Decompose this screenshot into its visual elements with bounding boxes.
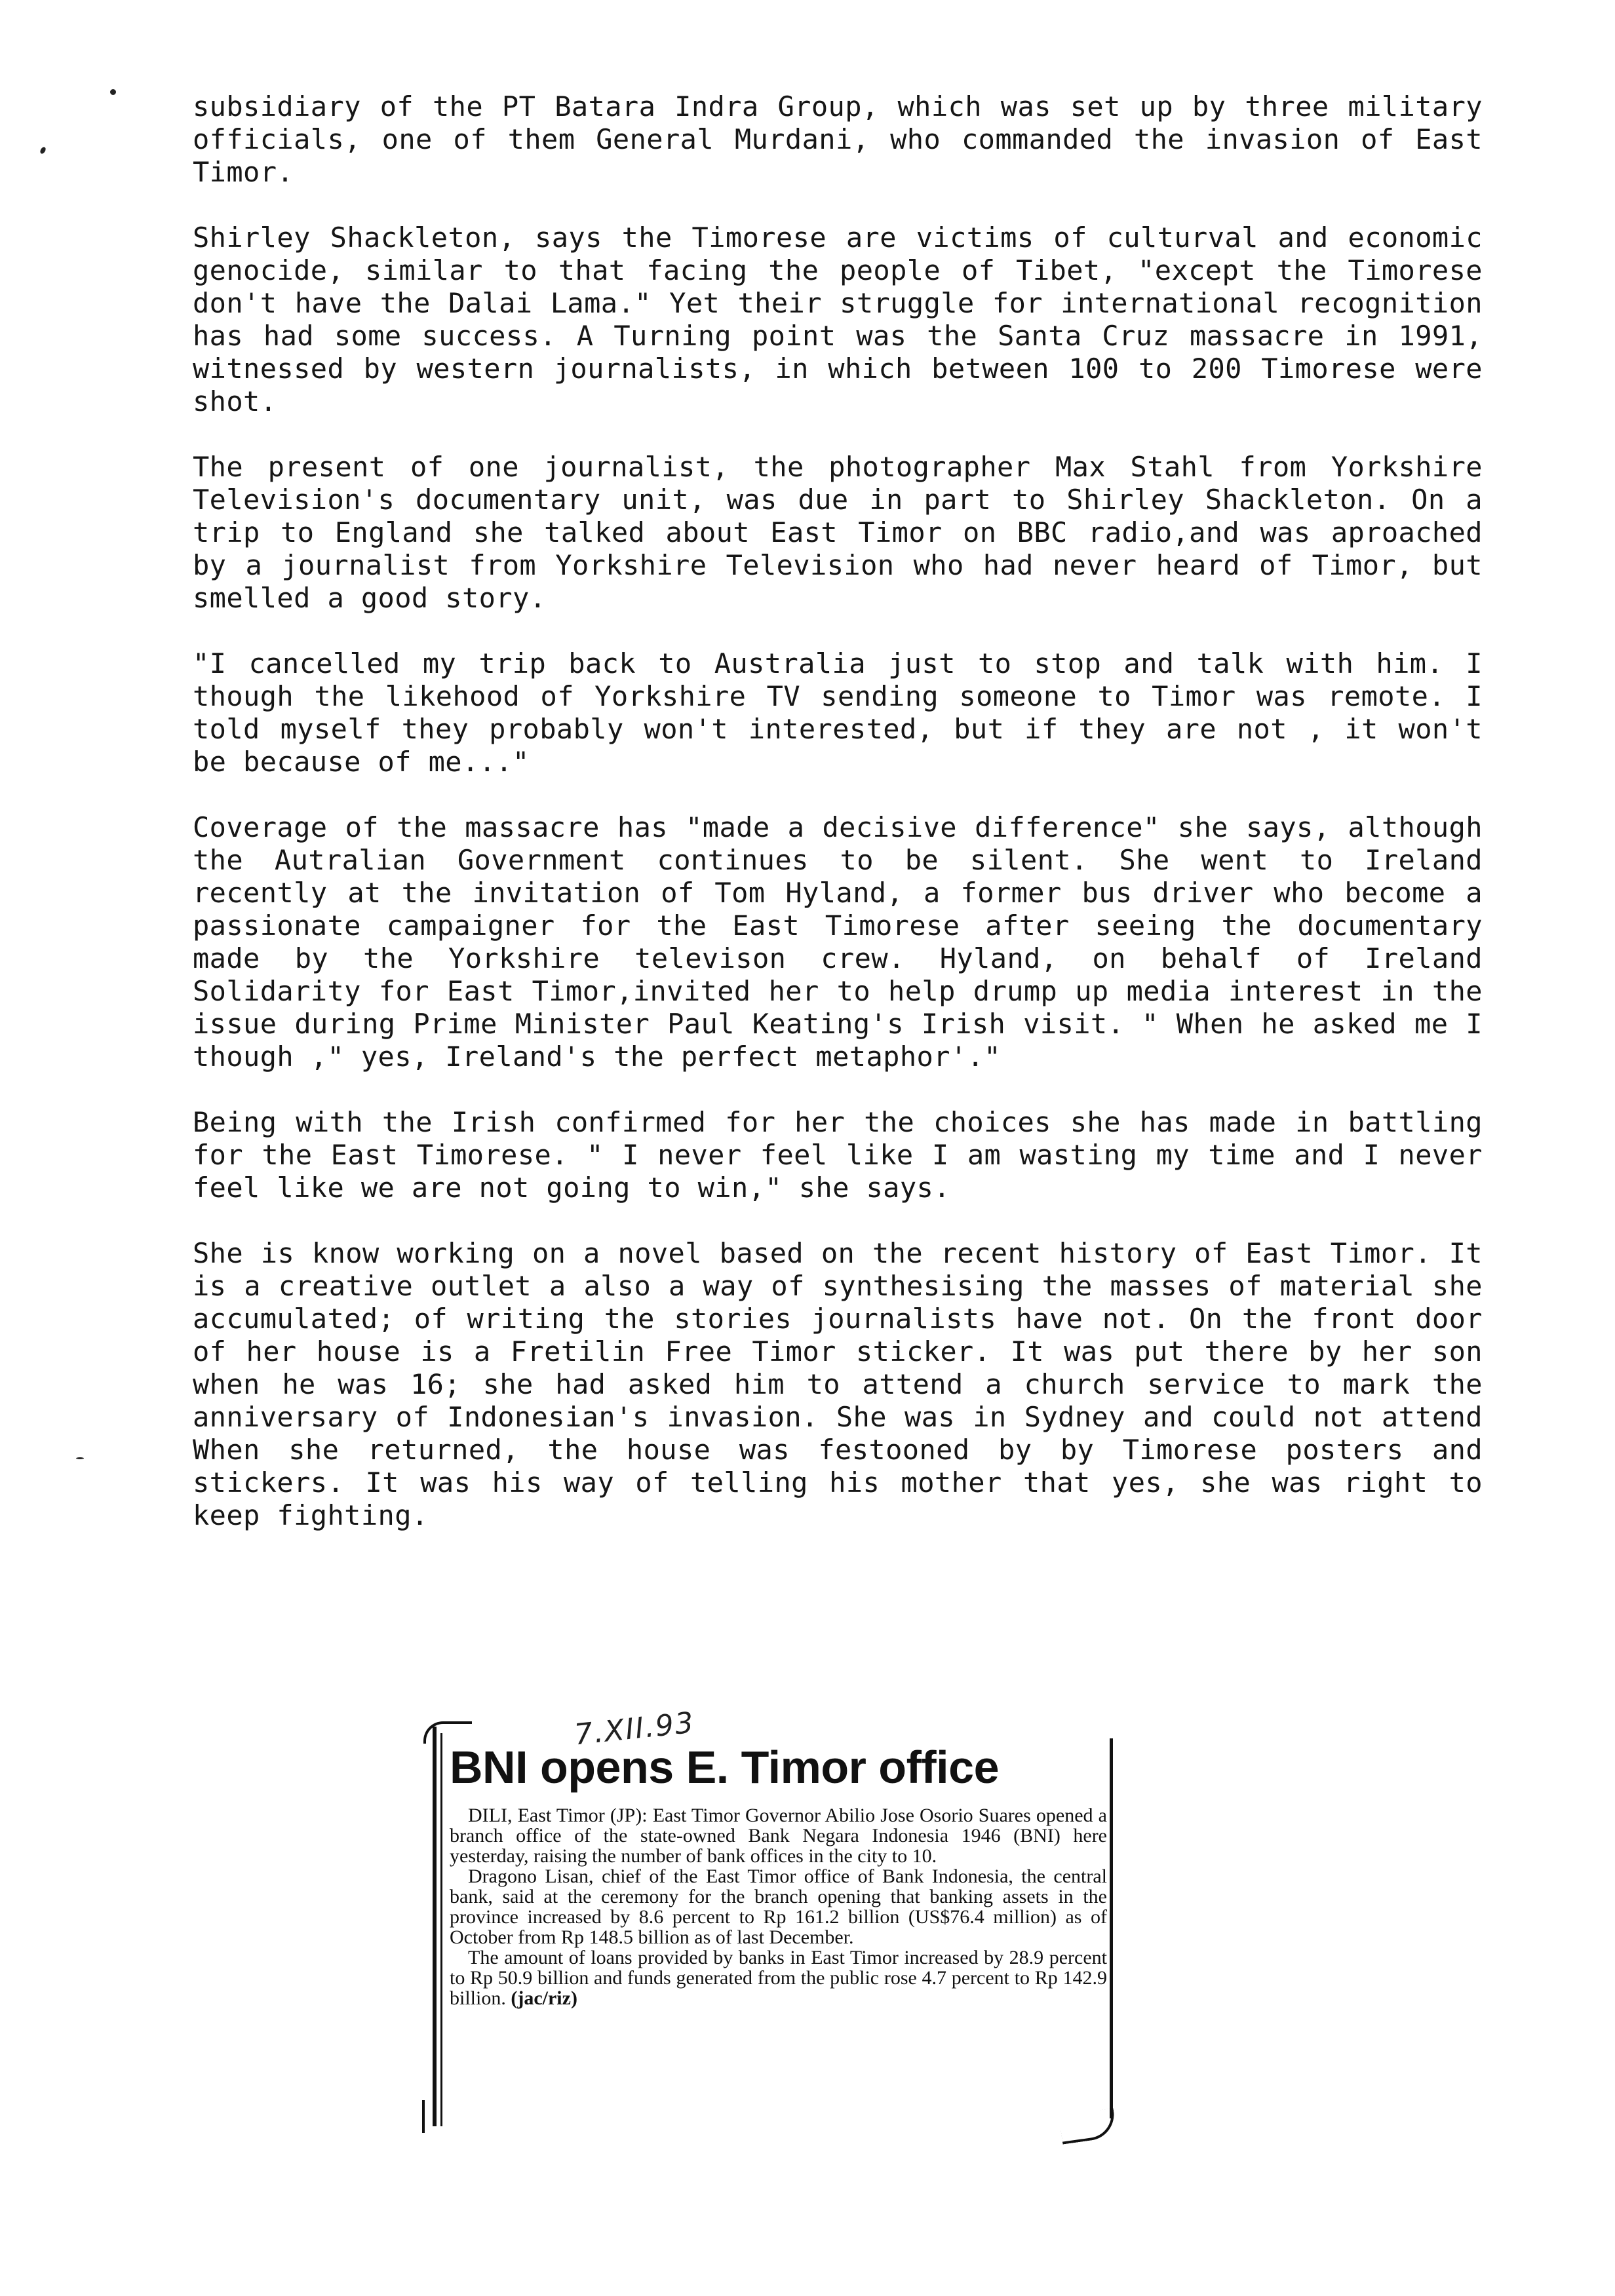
clipping-edge-mark [1059,2108,1117,2144]
scan-speck [110,89,116,95]
clipping-paragraph: DILI, East Timor (JP): East Timor Governor Abilio Jose Osorio Suares opened a branch office of the state-owned Bank Negara Indonesia 1946 (BNI) here yesterday, raising the number of bank offices in the city to 10. [450,1805,1107,1867]
clipping-body [450,1805,1107,2008]
article-paragraph: "I cancelled my trip back to Australia just to stop and talk with him. I though the likehood of Yorkshire TV sending someone to Timor was remote. I told myself they probably won't interested, but if they are not , it won't be because of me..." [193,647,1483,778]
clipping-headline: BNI opens E. Timor office [450,1742,999,1793]
article-paragraph: Being with the Irish confirmed for her the choices she has made in battling for the East Timorese. " I never feel like I am wasting my time and I never feel like we are not going to win," she says. [193,1106,1483,1204]
clipping-paragraph: Dragono Lisan, chief of the East Timor office of Bank Indonesia, the central bank, said at the ceremony for the branch opening that banking assets in the province increased by 8.6 percent to Rp 161.2 billion (US$76.4 million) as of October from Rp 148.5 billion as of last December. [450,1866,1107,1948]
clipping-byline: (jac/riz) [511,1987,577,2009]
article-paragraph: Coverage of the massacre has "made a decisive difference" she says, although the Autralian Government continues to be silent. She went to Ireland recently at the invitation of Tom Hyland, a former bus driver who become a passionate campaigner for the East Timorese after seeing the documentary made by the Yorkshire televison crew. Hyland, on behalf of Ireland Solidarity for East Timor,invited her to help drump up media interest in the issue during Prime Minister Paul Keating's Irish visit. " When he asked me I though ," yes, Ireland's the perfect metaphor'." [193,811,1483,1073]
newspaper-clipping [418,1707,1119,2139]
clipping-edge-mark [433,1727,437,2126]
clipping-edge-mark [1110,1738,1113,2118]
article-body [193,90,1483,1565]
clipping-paragraph [450,1947,1107,2008]
clipping-edge-mark [440,1733,442,2126]
handwritten-date: 7.XII.93 [572,1706,697,1752]
scan-speck [76,1457,84,1459]
article-paragraph: Shirley Shackleton, says the Timorese are victims of culturval and economic genocide, similar to that facing the people of Tibet, "except the Timorese don't have the Dalai Lama." Yet their struggle for international recognition has had some success. A Turning point was the Santa Cruz massacre in 1991, witnessed by western journalists, in which between 100 to 200 Timorese were shot. [193,221,1483,417]
article-paragraph: She is know working on a novel based on the recent history of East Timor. It is a creative outlet a also a way of synthesising the masses of material she accumulated; of writing the stories journalists have not. On the front door of her house is a Fretilin Free Timor sticker. It was put there by her son when he was 16; she had asked him to attend a church service to mark the anniversary of Indonesian's invasion. She was in Sydney and could not attend When she returned, the house was festooned by by Timorese posters and stickers. It was his way of telling his mother that yes, she was right to keep fighting. [193,1237,1483,1531]
article-paragraph: subsidiary of the PT Batara Indra Group, which was set up by three military officials, one of them General Murdani, who commanded the invasion of East Timor. [193,90,1483,188]
scan-speck [39,146,47,155]
clipping-paragraph-text: The amount of loans provided by banks in East Timor increased by 28.9 percent to Rp 50.9 billion and funds generated from the public rose 4.7 percent to Rp 142.9 billion. [450,1947,1107,2009]
article-paragraph: The present of one journalist, the photographer Max Stahl from Yorkshire Television's documentary unit, was due in part to Shirley Shackleton. On a trip to England she talked about East Timor on BBC radio,and was aproached by a journalist from Yorkshire Television who had never heard of Timor, but smelled a good story. [193,451,1483,614]
clipping-edge-mark [422,2100,425,2133]
